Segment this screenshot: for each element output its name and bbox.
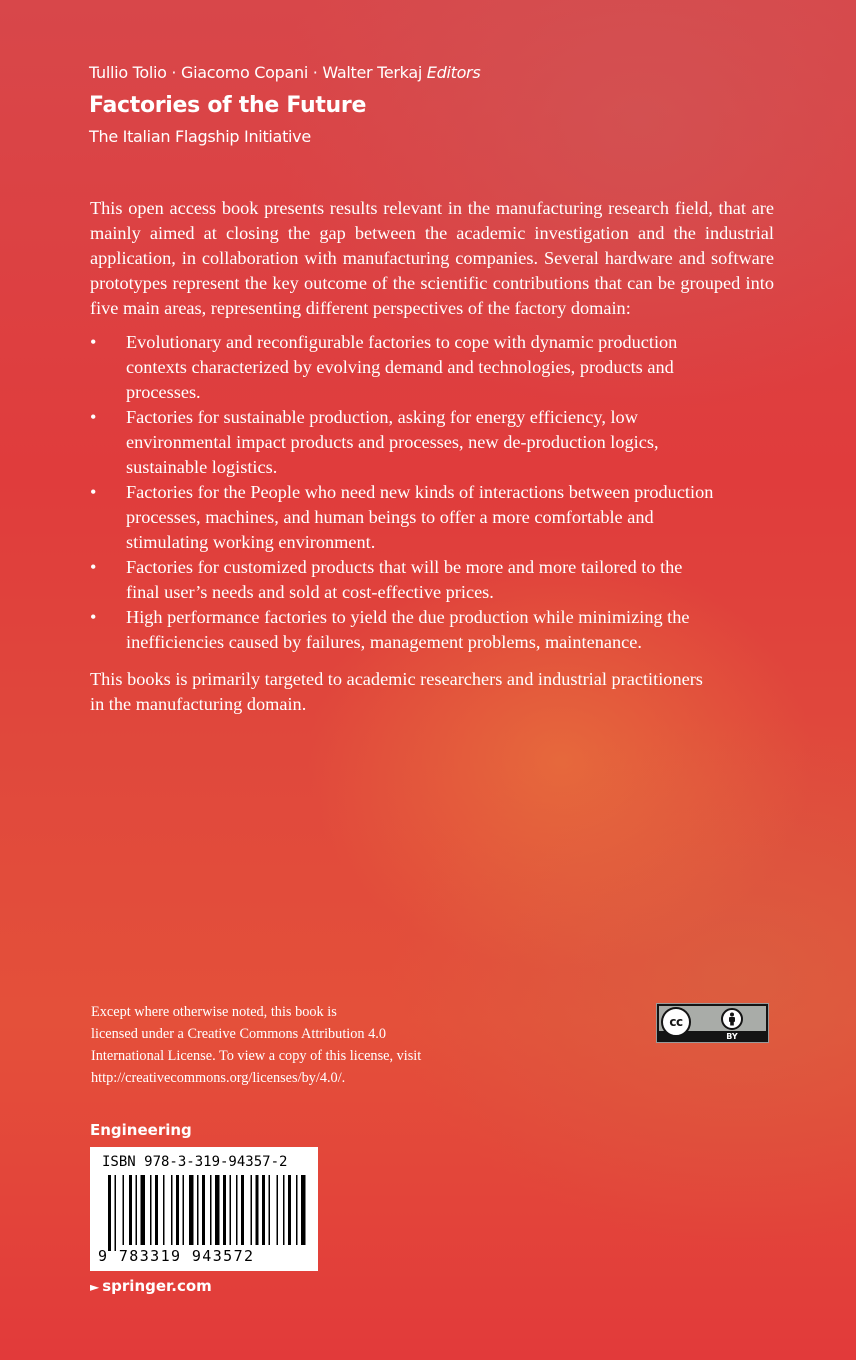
license-line: licensed under a Creative Commons Attribution 4.0 bbox=[91, 1026, 387, 1042]
bullet-icon: • bbox=[90, 482, 97, 502]
cc-icon: cc bbox=[661, 1007, 691, 1037]
list-item-line: Factories for sustainable production, asking for energy efficiency, low bbox=[126, 407, 638, 427]
barcode-bar bbox=[223, 1175, 226, 1245]
list-item bbox=[90, 330, 774, 405]
barcode-bar bbox=[269, 1175, 271, 1245]
list-item-line: stimulating working environment. bbox=[126, 532, 376, 552]
barcode-bar bbox=[288, 1175, 291, 1245]
barcode-bar bbox=[115, 1175, 117, 1251]
cover-header bbox=[89, 62, 789, 148]
barcode-bar bbox=[230, 1175, 232, 1245]
editors-role: Editors bbox=[426, 63, 481, 82]
barcode-digits: 9 783319 943572 bbox=[98, 1247, 255, 1265]
list-item bbox=[90, 405, 774, 480]
isbn-barcode bbox=[90, 1147, 318, 1271]
bullet-icon: • bbox=[90, 407, 97, 427]
attribution-person-icon bbox=[721, 1008, 743, 1030]
barcode-bar bbox=[236, 1175, 238, 1245]
publisher-link[interactable] bbox=[90, 1277, 212, 1296]
list-item bbox=[90, 605, 774, 655]
barcode-bar bbox=[176, 1175, 179, 1245]
barcode-bar bbox=[301, 1175, 306, 1245]
barcode-bar bbox=[241, 1175, 244, 1245]
list-item-line: environmental impact products and processes, new de-production logics, bbox=[126, 432, 659, 452]
license-line: International License. To view a copy of this license, visit bbox=[91, 1048, 422, 1064]
cc-by-license-badge bbox=[656, 1003, 769, 1043]
barcode-bar bbox=[136, 1175, 138, 1245]
list-item-line: inefficiencies caused by failures, management problems, maintenance. bbox=[126, 632, 642, 652]
closing-line: in the manufacturing domain. bbox=[90, 694, 307, 714]
editor-names: Tullio Tolio · Giacomo Copani · Walter Terkaj bbox=[89, 63, 422, 82]
list-item-line: final user’s needs and sold at cost-effective prices. bbox=[126, 582, 494, 602]
list-item-line: processes, machines, and human beings to offer a more comfortable and bbox=[126, 507, 654, 527]
list-item-line: Factories for the People who need new kinds of interactions between production bbox=[126, 482, 714, 502]
barcode-bar bbox=[283, 1175, 285, 1245]
license-line: Except where otherwise noted, this book is bbox=[91, 1004, 337, 1020]
book-title: Factories of the Future bbox=[89, 93, 367, 118]
isbn-label: ISBN 978-3-319-94357-2 bbox=[102, 1154, 288, 1170]
list-item-line: High performance factories to yield the due production while minimizing the bbox=[126, 607, 690, 627]
barcode-bar bbox=[189, 1175, 194, 1245]
publisher-url: springer.com bbox=[102, 1277, 212, 1295]
subject-category: Engineering bbox=[90, 1121, 192, 1139]
book-subtitle: The Italian Flagship Initiative bbox=[89, 127, 311, 146]
barcode-bar bbox=[141, 1175, 146, 1245]
barcode-bar bbox=[155, 1175, 158, 1245]
closing-paragraph bbox=[90, 667, 774, 717]
list-item bbox=[90, 555, 774, 605]
barcode-bar bbox=[129, 1175, 132, 1245]
barcode-bar bbox=[150, 1175, 152, 1245]
barcode-bar bbox=[123, 1175, 125, 1245]
areas-list bbox=[90, 330, 774, 655]
list-item-line: sustainable logistics. bbox=[126, 457, 278, 477]
list-item bbox=[90, 480, 774, 555]
barcode-bar bbox=[163, 1175, 165, 1245]
arrow-right-icon: ► bbox=[90, 1280, 100, 1294]
barcode-bar bbox=[108, 1175, 111, 1251]
bullet-icon: • bbox=[90, 607, 97, 627]
list-item-line: Factories for customized products that will be more and more tailored to the bbox=[126, 557, 683, 577]
barcode-bar bbox=[262, 1175, 265, 1245]
intro-paragraph: This open access book presents results relevant in the manufacturing research field, that are mainly aimed at closing the gap between the academic investigation and the industrial application, in collaboration with manufacturing companies. Several hardware and software prototypes represent the key outcome of the scientific contributions that can be grouped into five main areas, representing different perspectives of the factory domain: bbox=[90, 198, 774, 318]
barcode-bar bbox=[251, 1175, 253, 1245]
barcode-bar bbox=[256, 1175, 259, 1245]
bullet-icon: • bbox=[90, 332, 97, 352]
license-notice bbox=[91, 1001, 471, 1089]
barcode-bar bbox=[277, 1175, 279, 1245]
barcode-bar bbox=[197, 1175, 199, 1245]
barcode-bar bbox=[296, 1175, 298, 1245]
bullet-icon: • bbox=[90, 557, 97, 577]
list-item-line: processes. bbox=[126, 382, 201, 402]
barcode-bar bbox=[171, 1175, 173, 1245]
barcode-bar bbox=[202, 1175, 205, 1245]
list-item-line: Evolutionary and reconfigurable factories to cope with dynamic production bbox=[126, 332, 678, 352]
editors-line bbox=[89, 62, 789, 84]
barcode-bar bbox=[183, 1175, 185, 1245]
list-item-line: contexts characterized by evolving demand and technologies, products and bbox=[126, 357, 674, 377]
license-url: http://creativecommons.org/licenses/by/4.0/. bbox=[91, 1070, 346, 1086]
barcode-bar bbox=[210, 1175, 212, 1245]
barcode-bar bbox=[215, 1175, 220, 1245]
closing-line: This books is primarily targeted to academic researchers and industrial practitioners bbox=[90, 669, 703, 689]
blurb bbox=[90, 196, 774, 717]
by-label: BY bbox=[726, 1032, 738, 1041]
